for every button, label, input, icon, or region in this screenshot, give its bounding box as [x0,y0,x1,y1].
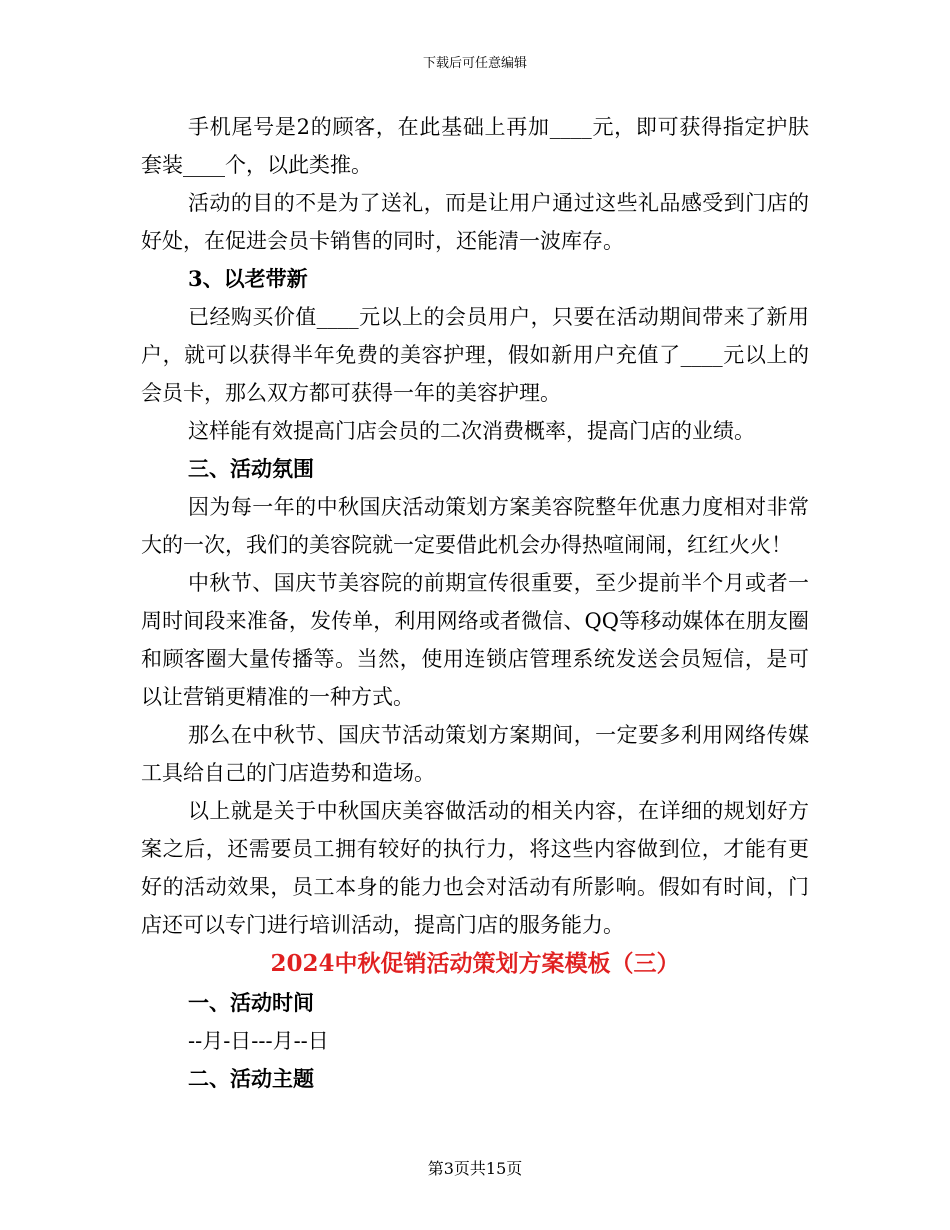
section-heading: 三、活动氛围 [188,456,314,481]
section-heading: 一、活动时间 [188,990,314,1015]
time-value: --月-日---月--日 [188,1029,329,1053]
section-heading: 3、以老带新 [188,266,308,291]
section-heading: 二、活动主题 [188,1066,314,1091]
page-footer: 第3页共15页 [427,1159,523,1178]
paragraph: 活动的目的不是为了送礼，而是让用户通过这些礼品感受到门店的好处，在促进会员卡销售的同时，还能清一波库存。 [141,191,809,253]
paragraph: 那么在中秋节、国庆节活动策划方案期间，一定要多利用网络传媒工具给自己的门店造势和造场。 [141,723,809,785]
document-title: 2024中秋促销活动策划方案模板（三） [270,950,680,977]
paragraph: 这样能有效提高门店会员的二次消费概率，提高门店的业绩。 [188,419,755,443]
paragraph: 因为每一年的中秋国庆活动策划方案美容院整年优惠力度相对非常大的一次，我们的美容院就一定要借此机会办得热喧闹闹，红红火火！ [141,495,809,557]
paragraph: 以上就是关于中秋国庆美容做活动的相关内容，在详细的规划好方案之后，还需要员工拥有较好的执行力，将这些内容做到位，才能有更好的活动效果，员工本身的能力也会对活动有所影响。假如有时间，门店还可以专门进行培训活动，提高门店的服务能力。 [141,799,809,937]
paragraph: 已经购买价值____元以上的会员用户，只要在活动期间带来了新用户，就可以获得半年免费的美容护理，假如新用户充值了____元以上的会员卡，那么双方都可获得一年的美容护理。 [141,305,809,405]
document-body [141,108,809,1098]
paragraph: 手机尾号是2的顾客，在此基础上再加____元，即可获得指定护肤套装____个，以此类推。 [141,115,809,177]
page-header: 下载后可任意编辑 [422,56,527,71]
paragraph: 中秋节、国庆节美容院的前期宣传很重要，至少提前半个月或者一周时间段来准备，发传单，利用网络或者微信、QQ等移动媒体在朋友圈和顾客圈大量传播等。当然，使用连锁店管理系统发送会员短信，是可以让营销更精准的一种方式。 [141,571,809,709]
